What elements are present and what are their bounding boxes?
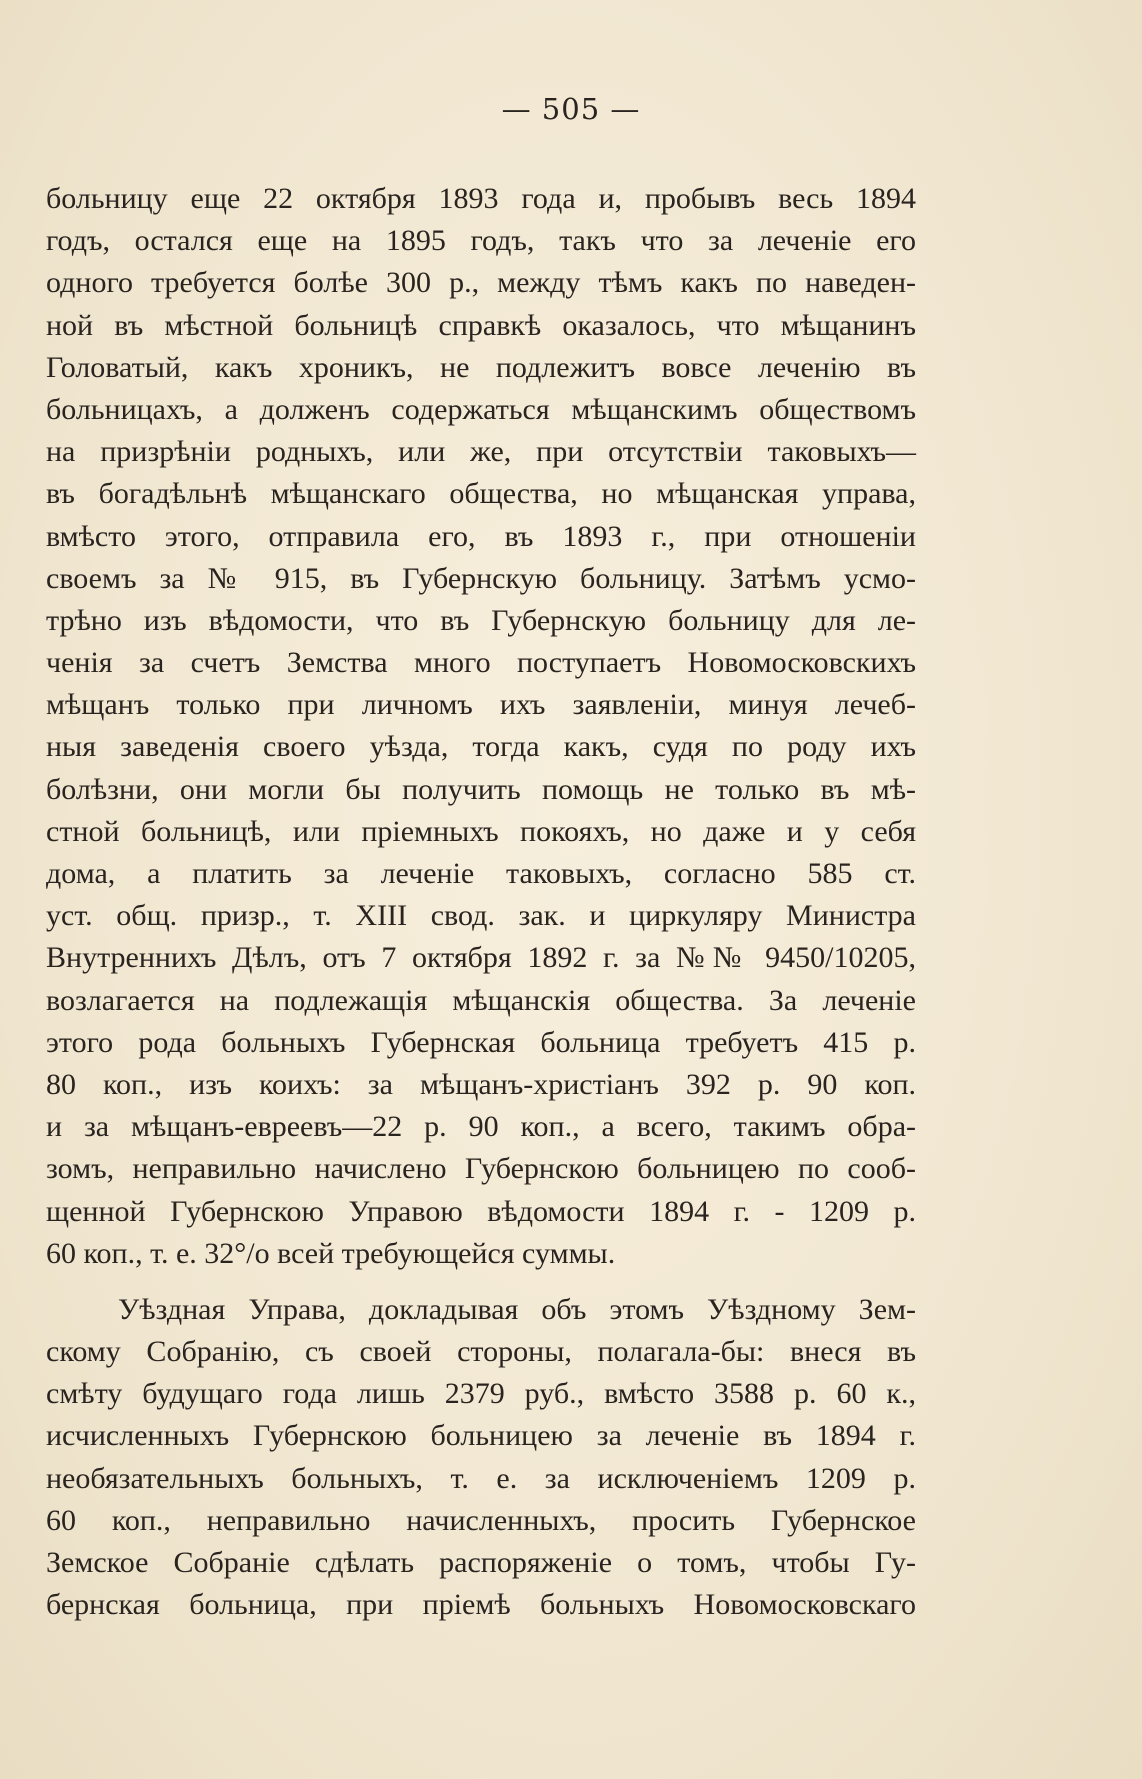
body-text (46, 178, 916, 1626)
text-line: этого рода больныхъ Губернская больница требуетъ 415 р. (46, 1025, 916, 1059)
text-line: больницу еще 22 октября 1893 года и, пробывъ весь 1894 (46, 182, 916, 215)
text-line: дома, а платить за леченіе таковыхъ, согласно 585 ст. (46, 857, 916, 890)
text-line: щенной Губернскою Управою вѣдомости 1894 г. - 1209 р. (46, 1194, 916, 1228)
text-line: Головатый, какъ хроникъ, не подлежитъ вовсе леченію въ (46, 350, 916, 384)
text-line: 80 коп., изъ коихъ: за мѣщанъ-христіанъ 392 р. 90 коп. (46, 1067, 916, 1101)
text-line: ныя заведенія своего уѣзда, тогда какъ, судя по роду ихъ (46, 730, 916, 764)
text-line: Внутреннихъ Дѣлъ, отъ 7 октября 1892 г. за №№ 9450/10205, (46, 941, 916, 975)
text-line: Уѣздная Управа, докладывая объ этомъ Уѣздному Зем- (118, 1292, 916, 1326)
text-line: смѣту будущаго года лишь 2379 руб., вмѣсто 3588 р. 60 к., (46, 1377, 916, 1411)
text-line: бернская больница, при пріемѣ больныхъ Новомосковскаго (46, 1588, 916, 1622)
text-line: и за мѣщанъ-евреевъ—22 р. 90 коп., а всего, такимъ обра- (46, 1110, 916, 1144)
paragraph-gap (46, 1275, 916, 1289)
text-line: больницахъ, а долженъ содержаться мѣщанскимъ обществомъ (46, 392, 916, 426)
paragraph-1 (46, 178, 916, 1275)
text-line: скому Собранію, съ своей стороны, полагала-бы: внеся въ (46, 1335, 916, 1369)
text-line: 60 коп., т. е. 32°/о всей требующейся суммы. (46, 1236, 616, 1270)
text-line: уст. общ. призр., т. XIII свод. зак. и циркуляру Министра (46, 899, 916, 933)
text-line: болѣзни, они могли бы получить помощь не только въ мѣ- (46, 772, 916, 806)
paragraph-2 (46, 1289, 916, 1627)
text-line: зомъ, неправильно начислено Губернскою больницею по сооб- (46, 1152, 916, 1186)
text-line: исчисленныхъ Губернскою больницею за леченіе въ 1894 г. (46, 1419, 916, 1453)
text-line: одного требуется болѣе 300 р., между тѣмъ какъ по наведен- (46, 266, 916, 300)
text-line: въ богадѣльнѣ мѣщанскаго общества, но мѣщанская управа, (46, 477, 916, 511)
text-line: Земское Собраніе сдѣлать распоряженіе о томъ, чтобы Гу- (46, 1546, 916, 1579)
text-line: мѣщанъ только при личномъ ихъ заявленіи, минуя лечеб- (46, 688, 916, 722)
page-number: — 505 — (501, 92, 641, 126)
text-line: стной больницѣ, или пріемныхъ покояхъ, но даже и у себя (46, 814, 916, 848)
text-line: ченія за счетъ Земства много поступаетъ Новомосковскихъ (46, 646, 916, 680)
text-line: своемъ за № 915, въ Губернскую больницу. Затѣмъ усмо- (46, 561, 916, 595)
text-line: годъ, остался еще на 1895 годъ, такъ что за леченіе его (46, 224, 916, 258)
text-line: ной въ мѣстной больницѣ справкѣ оказалось, что мѣщанинъ (46, 308, 916, 342)
text-line: необязательныхъ больныхъ, т. е. за исключеніемъ 1209 р. (46, 1461, 916, 1495)
text-line: на призрѣніи родныхъ, или же, при отсутствіи таковыхъ— (46, 435, 916, 469)
text-line: трѣно изъ вѣдомости, что въ Губернскую больницу для ле- (46, 603, 916, 637)
text-line: возлагается на подлежащія мѣщанскія общества. За леченіе (46, 983, 916, 1017)
text-line: 60 коп., неправильно начисленныхъ, просить Губернское (46, 1503, 916, 1537)
text-line: вмѣсто этого, отправила его, въ 1893 г., при отношеніи (46, 519, 916, 553)
